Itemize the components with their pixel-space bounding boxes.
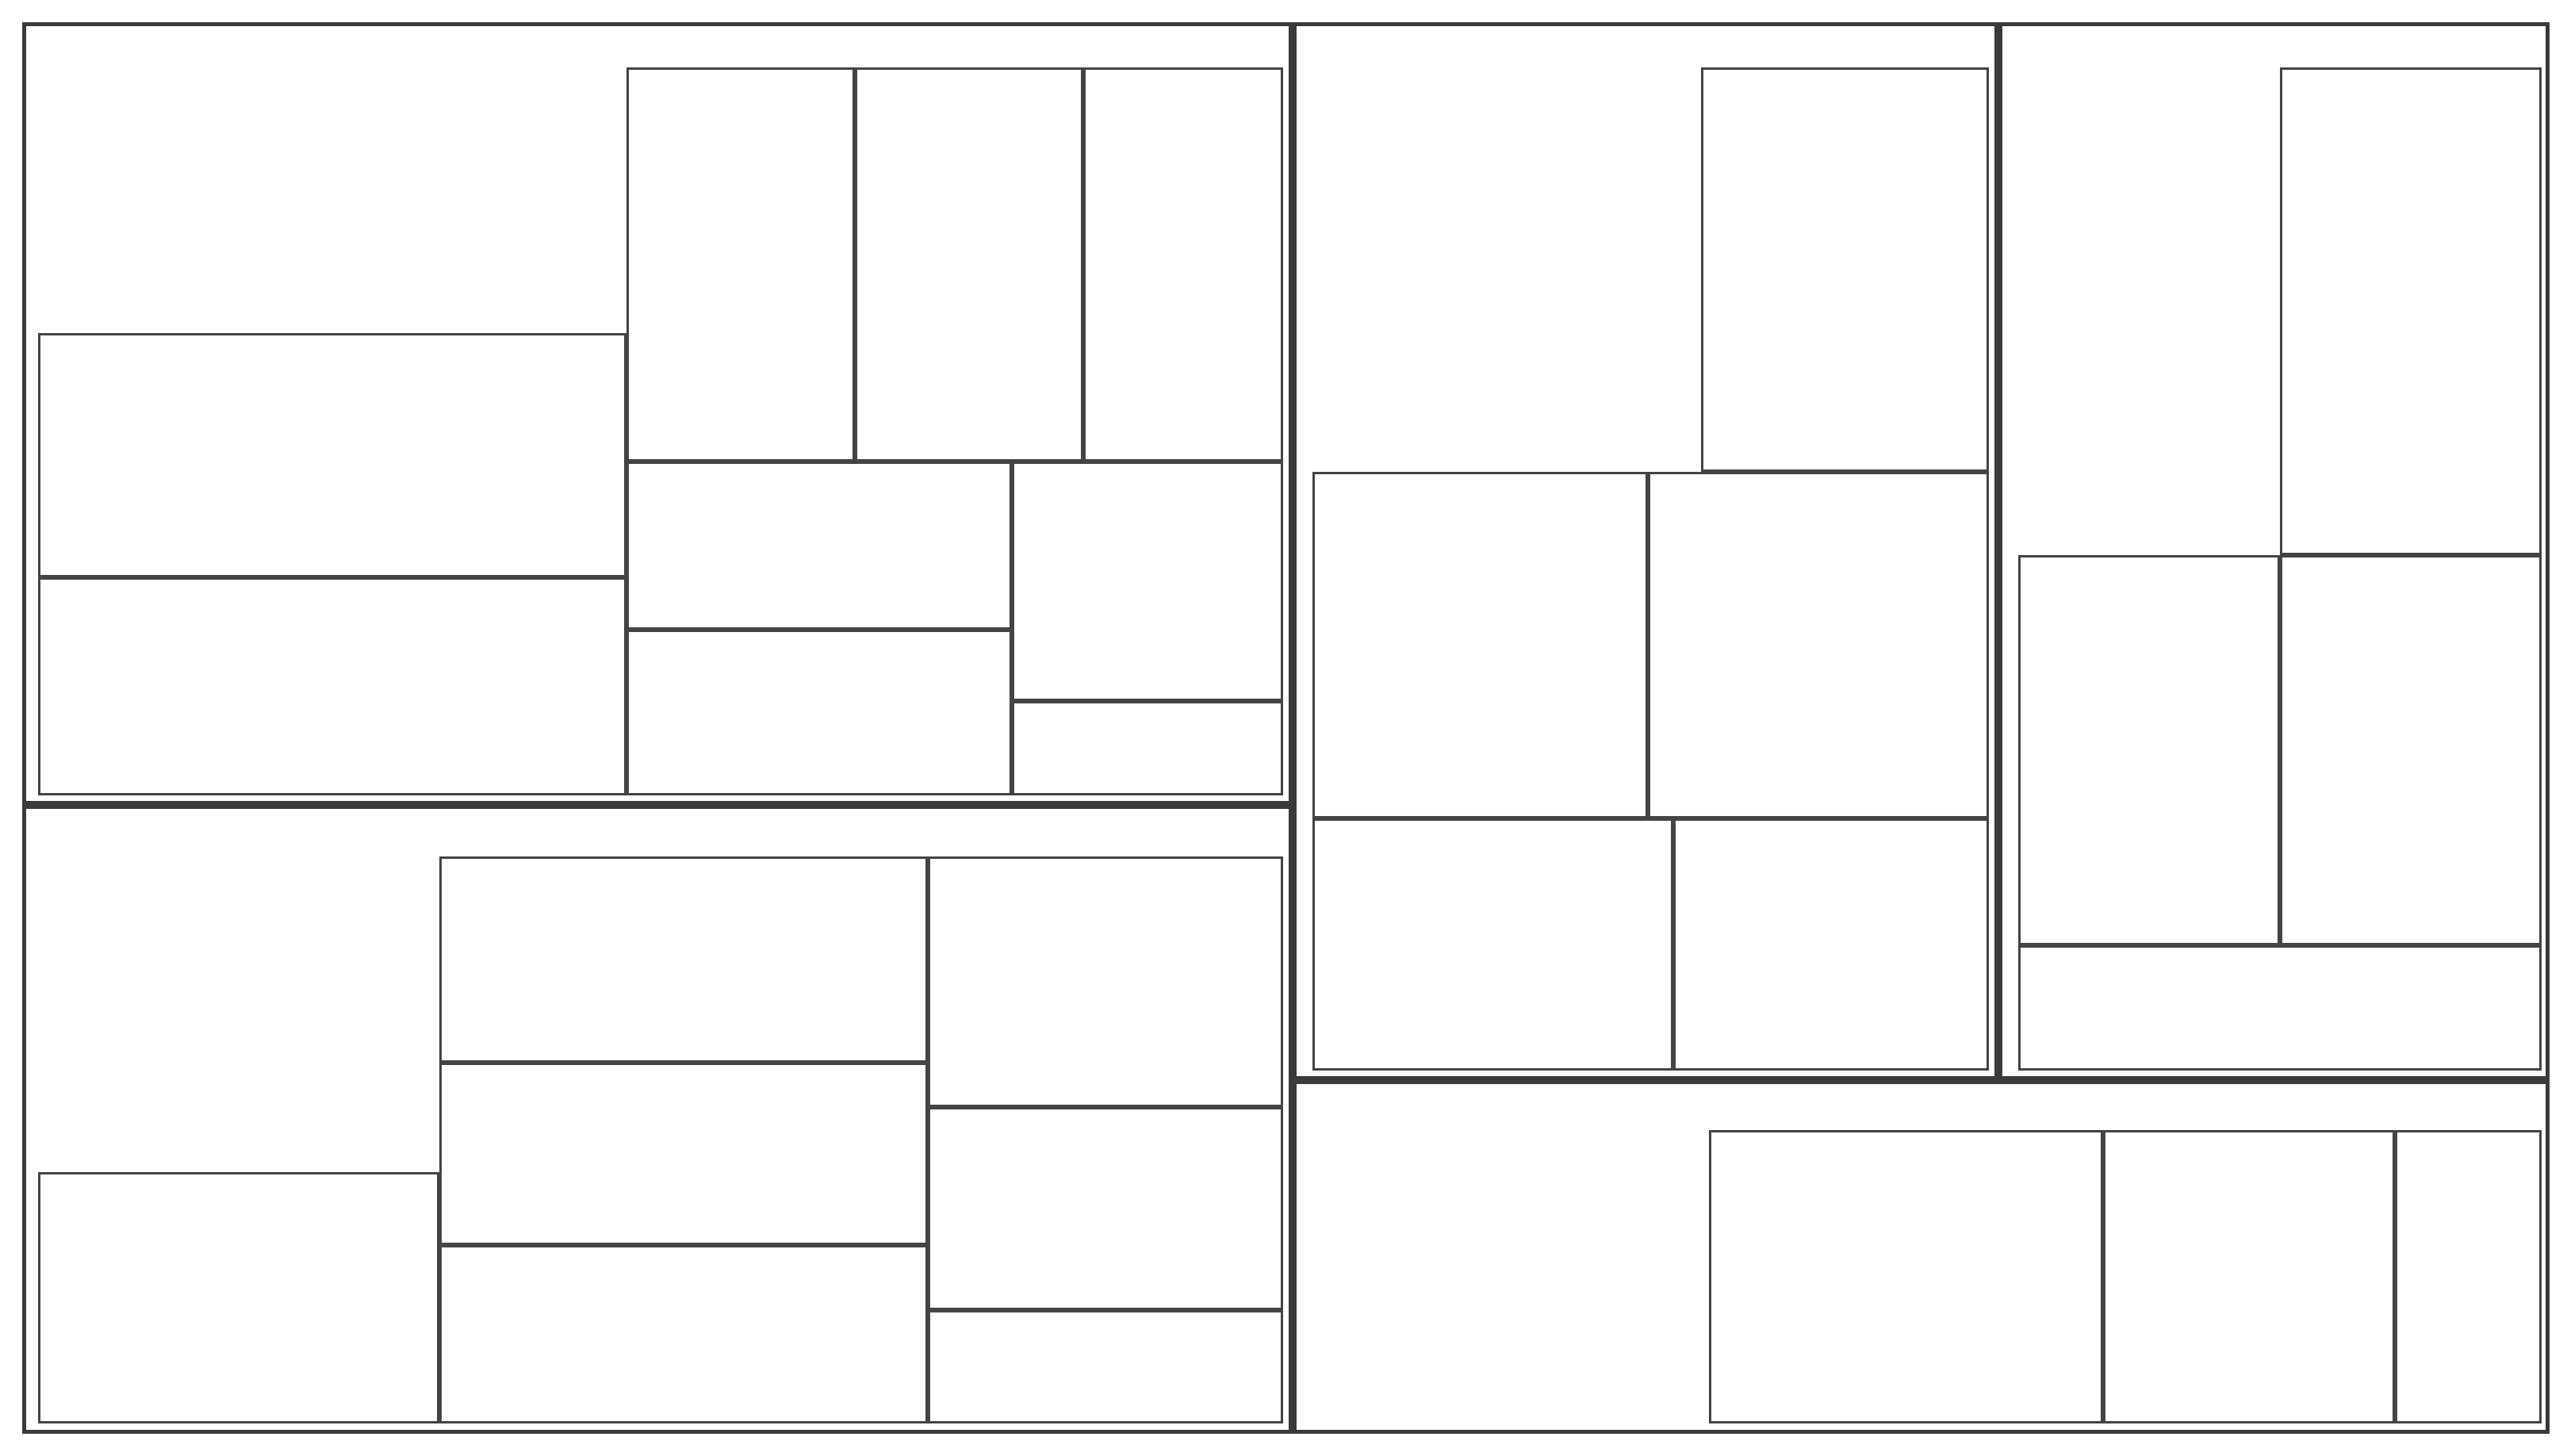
cell-environmental-credit	[928, 856, 1283, 1107]
cell-disaster-prevention	[626, 67, 855, 462]
cell-official-assessment	[1312, 472, 1648, 818]
cell-team-of-genius	[2018, 945, 2542, 1071]
cell-coordination-linkage	[2280, 67, 2542, 555]
cell-publicity-guidance	[1312, 818, 1673, 1071]
cell-technological-innovation	[439, 1063, 928, 1245]
cell-community-shared-future	[928, 1310, 1283, 1423]
cell-waste-pollution	[1083, 67, 1283, 462]
cell-air-pollution	[38, 577, 626, 795]
cell-green-co-insurance	[2018, 555, 2280, 945]
cell-soil-pollution	[855, 67, 1083, 462]
cell-nuclear-radiation	[626, 630, 1012, 795]
cell-protection-priority	[928, 1107, 1283, 1310]
cell-social-engagement	[2103, 1130, 2395, 1423]
cell-precise-pollution-control	[2280, 555, 2542, 945]
cell-energy-conservation	[38, 1172, 439, 1423]
cell-authority-dominates	[1709, 1130, 2103, 1423]
cell-global-cooperation	[2395, 1130, 2542, 1423]
cell-domestic-waste	[626, 462, 1012, 630]
cell-sewage-permit	[439, 856, 928, 1063]
cell-water-environment	[38, 333, 626, 577]
cell-ecological-compensation	[439, 1245, 928, 1423]
cell-legal-construction	[1701, 67, 1989, 472]
cell-collaborative-management	[1648, 472, 1989, 818]
cell-heavy-metal	[1012, 701, 1283, 795]
cell-solid-waste	[1012, 462, 1283, 701]
cell-environmental-inspection	[1673, 818, 1989, 1071]
